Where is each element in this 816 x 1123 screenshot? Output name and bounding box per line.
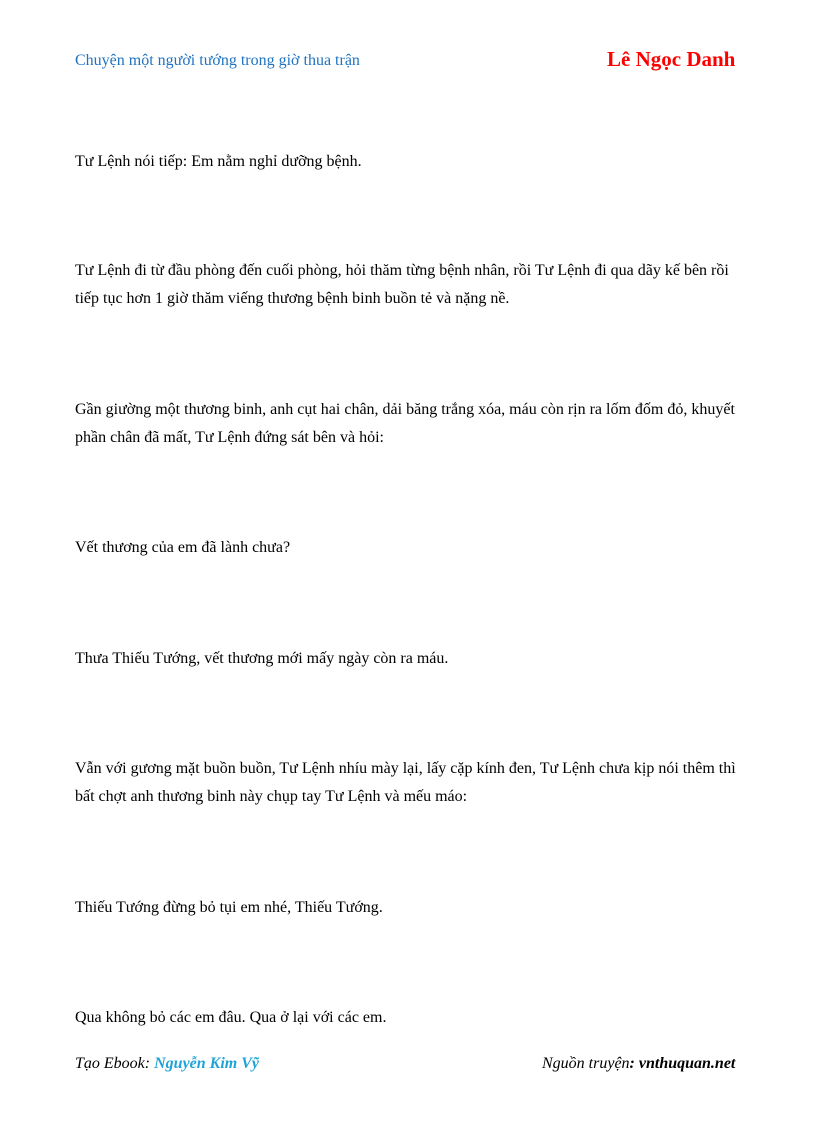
paragraph-1: Tư Lệnh nói tiếp: Em nằm nghỉ dưỡng bệnh. [75, 153, 362, 170]
paragraph-6: Vẫn với gương mặt buồn buồn, Tư Lệnh nhíu mày lại, lấy cặp kính đen, Tư Lệnh chưa kịp nói thêm thì bất chợt anh thương binh này chụp tay Tư Lệnh và mếu máo: [75, 760, 736, 805]
paragraph-2: Tư Lệnh đi từ đầu phòng đến cuối phòng, hỏi thăm từng bệnh nhân, rồi Tư Lệnh đi qua dãy kế bên rồi tiếp tục hơn 1 giờ thăm viếng thương bệnh binh buồn tẻ và nặng nề. [75, 262, 729, 307]
paragraph-3: Gần giường một thương binh, anh cụt hai chân, dải băng trắng xóa, máu còn rịn ra lốm đốm đỏ, khuyết phần chân đã mất, Tư Lệnh đứng sát bên và hỏi: [75, 401, 735, 446]
paragraph-8: Qua không bỏ các em đâu. Qua ở lại với các em. [75, 1009, 387, 1026]
source-label: Nguồn truyện [542, 1055, 630, 1072]
paragraph-4: Vết thương của em đã lành chưa? [75, 539, 291, 556]
author-name: Lê Ngọc Danh [607, 47, 736, 71]
paragraph-5: Thưa Thiếu Tướng, vết thương mới mấy ngày còn ra máu. [75, 650, 449, 667]
paragraph-7: Thiếu Tướng đừng bỏ tụi em nhé, Thiếu Tướng. [75, 899, 383, 916]
ebook-creator: Nguyễn Kim Vỹ [154, 1055, 259, 1072]
source-site: vnthuquan.net [638, 1055, 736, 1072]
source-credit: Nguồn truyện: vnthuquan.net [542, 1055, 736, 1072]
ebook-credit: Tạo Ebook: Nguyễn Kim Vỹ [75, 1055, 259, 1072]
story-title: Chuyện một người tướng trong giờ thua trận [75, 52, 360, 69]
ebook-label: Tạo Ebook [75, 1055, 145, 1072]
